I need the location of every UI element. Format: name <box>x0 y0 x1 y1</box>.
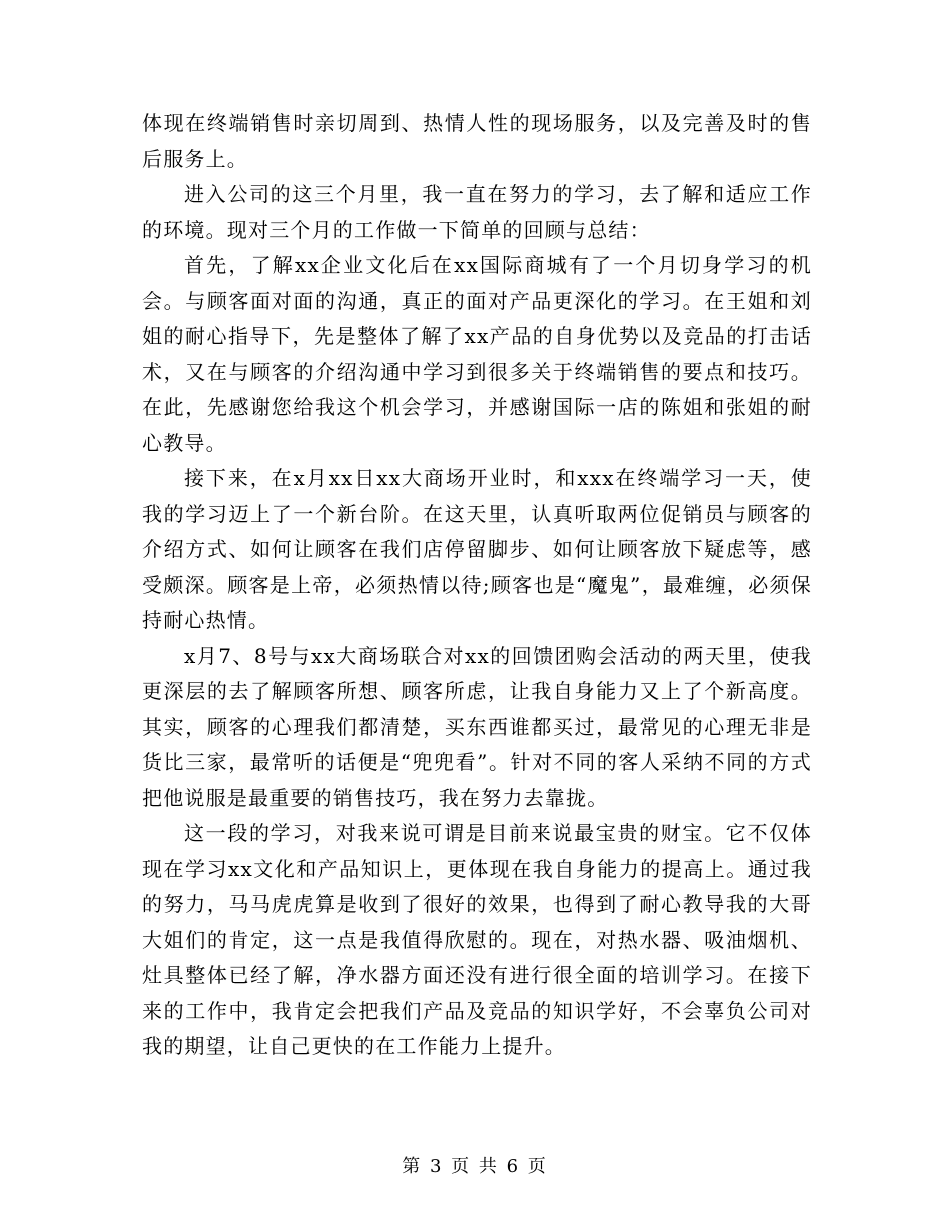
page-number-footer: 第 3 页 共 6 页 <box>402 1156 548 1177</box>
paragraph-next: 接下来，在x月xx日xx大商场开业时，和xxx在终端学习一天，使我的学习迈上了一个新台阶。在这天里，认真听取两位促销员与顾客的介绍方式、如何让顾客在我们店停留脚步、如何让顾客放下疑虑等，感受颇深。顾客是上帝，必须热情以待;顾客也是“魔鬼”，最难缠，必须保持耐心热情。 <box>142 466 812 632</box>
paragraph-event: x月7、8号与xx大商场联合对xx的回馈团购会活动的两天里，使我更深层的去了解顾客所想、顾客所虑，让我自身能力又上了个新高度。其实，顾客的心理我们都清楚，买东西谁都买过，最常见的心理无非是货比三家，最常听的话便是“兜兜看”。针对不同的客人采纳不同的方式把他说服是最重要的销售技巧，我在努力去靠拢。 <box>142 643 812 810</box>
paragraph-summary: 这一段的学习，对我来说可谓是目前来说最宝贵的财宝。它不仅体现在学习xx文化和产品知识上，更体现在我自身能力的提高上。通过我的努力，马马虎虎算是收到了很好的效果，也得到了耐心教导我的大哥大姐们的肯定，这一点是我值得欣慰的。现在，对热水器、吸油烟机、灶具整体已经了解，净水器方面还没有进行很全面的培训学习。在接下来的工作中，我肯定会把我们产品及竞品的知识学好，不会辜负公司对我的期望，让自己更快的在工作能力上提升。 <box>142 821 812 1058</box>
paragraph-first: 首先，了解xx企业文化后在xx国际商城有了一个月切身学习的机会。与顾客面对面的沟通，真正的面对产品更深化的学习。在王姐和刘姐的耐心指导下，先是整体了解了xx产品的自身优势以及竞品的打击话术，又在与顾客的介绍沟通中学习到很多关于终端销售的要点和技巧。在此，先感谢您给我这个机会学习，并感谢国际一店的陈姐和张姐的耐心教导。 <box>142 253 812 455</box>
paragraph-intro: 进入公司的这三个月里，我一直在努力的学习，去了解和适应工作的环境。现对三个月的工作做一下简单的回顾与总结： <box>142 182 812 242</box>
document-body <box>142 106 812 1065</box>
paragraph-continuation: 体现在终端销售时亲切周到、热情人性的现场服务，以及完善及时的售后服务上。 <box>142 111 812 171</box>
